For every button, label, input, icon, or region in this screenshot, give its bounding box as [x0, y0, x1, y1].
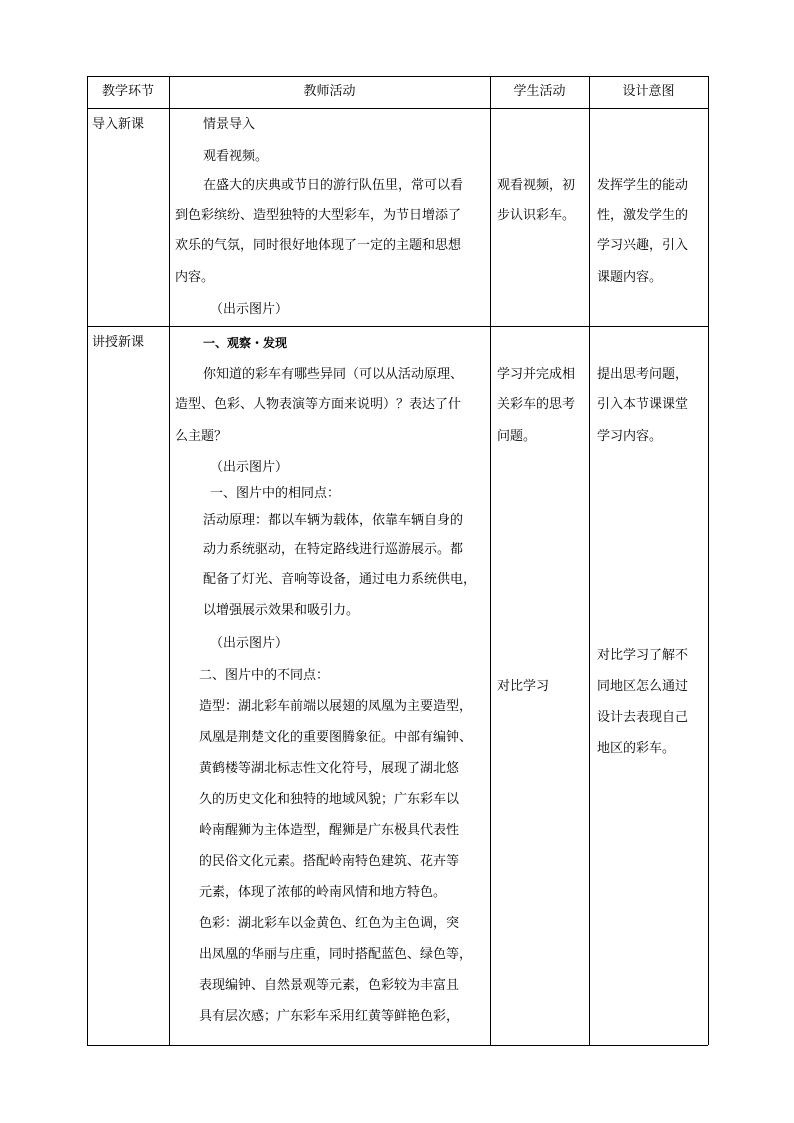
row-divider — [87, 326, 708, 327]
student-line: 观看视频，初 — [497, 178, 576, 193]
student-line: 学习并完成相 — [497, 367, 576, 382]
design-line: 引入本节课课堂 — [597, 397, 689, 412]
column-divider-3 — [589, 76, 590, 1045]
teacher-line: 岭南醒狮为主体造型，醒狮是广东极具代表性 — [199, 823, 460, 838]
design-line: 发挥学生的能动 — [597, 178, 689, 193]
teacher-line: 元素，体现了浓郁的岭南风情和地方特色。 — [199, 885, 447, 900]
column-divider-1 — [169, 76, 170, 1045]
design-line: 性，激发学生的 — [597, 208, 689, 223]
table-border-left — [87, 76, 88, 1045]
stage-teaching: 讲授新课 — [92, 335, 145, 350]
design-line: 同地区怎么通过 — [597, 679, 689, 694]
teacher-line: 二、图片中的不同点： — [199, 668, 330, 683]
teacher-line: 以增强展示效果和吸引力。 — [203, 603, 360, 618]
header-student-activity: 学生活动 — [513, 84, 566, 99]
header-row-divider — [87, 108, 708, 109]
design-line: 设计去表现自己 — [597, 710, 689, 725]
student-line: 对比学习 — [497, 679, 550, 694]
teacher-line: 你知道的彩车有哪些异同（可以从活动原理、 — [203, 367, 464, 382]
teacher-line: （出示图片） — [210, 460, 289, 475]
teacher-line: 的民俗文化元素。搭配岭南特色建筑、花卉等 — [199, 854, 460, 869]
teacher-line: 久的历史文化和独特的地域风貌；广东彩车以 — [199, 792, 460, 807]
teacher-line: 具有层次感；广东彩车采用红黄等鲜艳色彩， — [199, 1009, 460, 1024]
student-line: 步认识彩车。 — [497, 208, 576, 223]
header-teaching-stage: 教学环节 — [101, 84, 154, 99]
design-line: 提出思考问题， — [597, 367, 689, 382]
teacher-line: 内容。 — [175, 270, 215, 285]
teacher-line: 观看视频。 — [203, 149, 269, 164]
table-border-bottom — [87, 1045, 708, 1046]
teacher-line: 欢乐的气氛，同时很好地体现了一定的主题和思想 — [175, 238, 462, 253]
teacher-line: 一、图片中的相同点： — [210, 486, 341, 501]
teacher-line: 配备了灯光、音响等设备，通过电力系统供电， — [203, 572, 477, 587]
teacher-line: 到色彩缤纷、造型独特的大型彩车，为节日增添了 — [175, 208, 462, 223]
table-border-right — [708, 76, 709, 1045]
design-line: 学习内容。 — [597, 429, 663, 444]
student-line: 问题。 — [497, 429, 537, 444]
teacher-line: 动力系统驱动，在特定路线进行巡游展示。都 — [203, 542, 464, 557]
design-line: 对比学习了解不 — [597, 648, 689, 663]
teacher-line: 表现编钟、自然景观等元素，色彩较为丰富且 — [199, 978, 460, 993]
design-line: 地区的彩车。 — [597, 741, 676, 756]
teacher-line: 造型：湖北彩车前端以展翅的凤凰为主要造型， — [199, 699, 473, 714]
teacher-line: 凤凰是荆楚文化的重要图腾象征。中部有编钟、 — [199, 730, 473, 745]
teacher-line: （出示图片） — [210, 636, 289, 651]
teacher-line: 情景导入 — [203, 117, 256, 132]
student-line: 关彩车的思考 — [497, 397, 576, 412]
header-teacher-activity: 教师活动 — [303, 84, 356, 99]
header-design-intent: 设计意图 — [622, 84, 675, 99]
teacher-line: 造型、色彩、人物表演等方面来说明）？表达了什 — [175, 397, 462, 412]
teacher-line: 色彩：湖北彩车以金黄色、红色为主色调，突 — [199, 916, 460, 931]
teacher-line: 黄鹤楼等湖北标志性文化符号，展现了湖北悠 — [199, 761, 460, 776]
section-heading: 一、观察・发现 — [203, 336, 288, 350]
stage-intro: 导入新课 — [92, 117, 145, 132]
design-line: 学习兴趣，引入 — [597, 238, 689, 253]
teacher-line: 活动原理：都以车辆为载体，依靠车辆自身的 — [203, 513, 464, 528]
teacher-line: 在盛大的庆典或节日的游行队伍里，常可以看 — [203, 178, 464, 193]
column-divider-2 — [490, 76, 491, 1045]
design-line: 课题内容。 — [597, 270, 663, 285]
teacher-line: 出凤凰的华丽与庄重，同时搭配蓝色、绿色等， — [199, 947, 473, 962]
teacher-line: 么主题？ — [175, 429, 228, 444]
teacher-line: （出示图片） — [210, 302, 289, 317]
